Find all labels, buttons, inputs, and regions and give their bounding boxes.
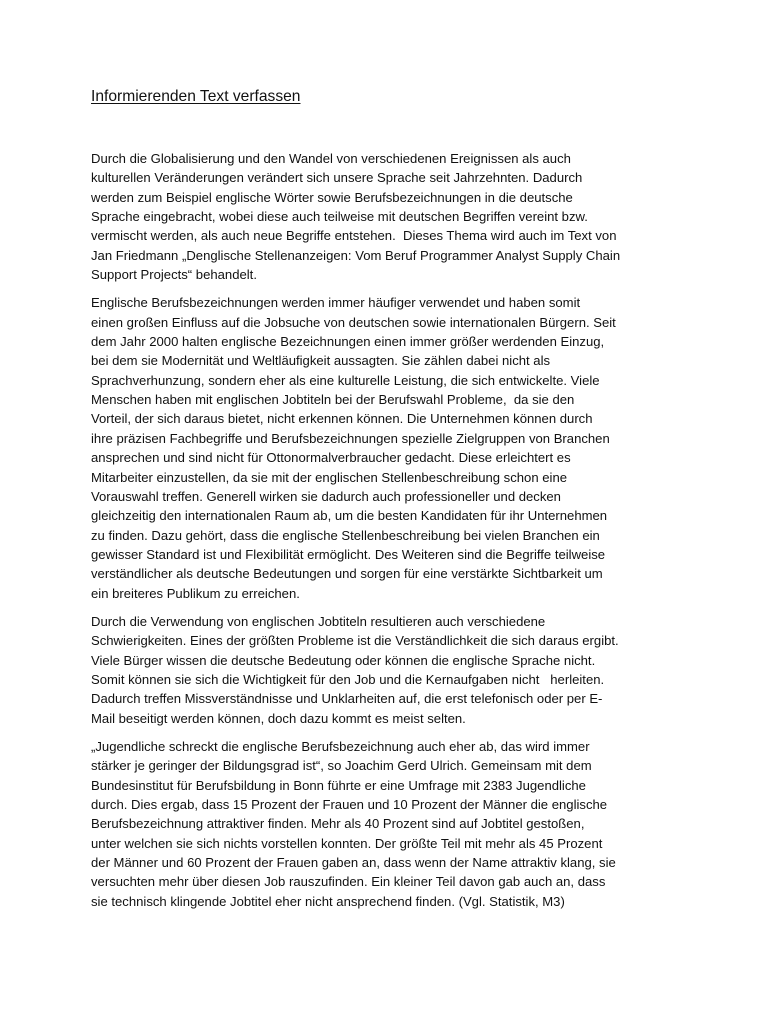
text-line: werden zum Beispiel englische Wörter sowie Berufsbezeichnungen in die deutsche	[91, 189, 573, 205]
text-line: ein breiteres Publikum zu erreichen.	[91, 585, 300, 601]
text-line: Somit können sie sich die Wichtigkeit für den Job und die Kernaufgaben nicht herleiten.	[91, 671, 605, 687]
text-line: Dadurch treffen Missverständnisse und Unklarheiten auf, die erst telefonisch oder per E-	[91, 691, 603, 707]
text-line: Sprachverhunzung, sondern eher als eine kulturelle Leistung, die sich entwickelte. Viele	[91, 372, 600, 388]
text-line: ihre präzisen Fachbegriffe und Berufsbezeichnungen spezielle Zielgruppen von Branchen	[91, 430, 610, 446]
text-line: Bundesinstitut für Berufsbildung in Bonn führte er eine Umfrage mit 2383 Jugendliche	[91, 777, 586, 793]
text-line: Support Projects“ behandelt.	[91, 267, 257, 283]
text-line: Jan Friedmann „Denglische Stellenanzeigen: Vom Beruf Programmer Analyst Supply Chain	[91, 247, 621, 263]
text-line: unter welchen sie sich nichts vorstellen konnten. Der größte Teil mit mehr als 45 Prozent	[91, 835, 603, 851]
text-line: ansprechen und sind nicht für Ottonormalverbraucher gedacht. Diese erleichtert es	[91, 450, 571, 466]
text-line: einen großen Einfluss auf die Jobsuche von deutschen sowie internationalen Bürgern. Seit	[91, 314, 616, 330]
paragraph-4	[91, 737, 663, 911]
document-title: Informierenden Text verfassen	[91, 88, 301, 105]
text-line: kulturellen Veränderungen verändert sich unsere Sprache seit Jahrzehnten. Dadurch	[91, 170, 583, 186]
paragraph-3	[91, 612, 663, 728]
text-line: Schwierigkeiten. Eines der größten Probleme ist die Verständlichkeit die sich daraus ergibt.	[91, 633, 619, 649]
document-page	[91, 86, 663, 920]
text-line: Viele Bürger wissen die deutsche Bedeutung oder können die englische Sprache nicht.	[91, 652, 596, 668]
paragraph-2	[91, 293, 663, 603]
text-line: Mail beseitigt werden können, doch dazu kommt es meist selten.	[91, 710, 466, 726]
text-line: stärker je geringer der Bildungsgrad ist“, so Joachim Gerd Ulrich. Gemeinsam mit dem	[91, 758, 592, 774]
text-line: der Männer und 60 Prozent der Frauen gaben an, dass wenn der Name attraktiv klang, sie	[91, 855, 616, 871]
text-line: vermischt werden, als auch neue Begriffe entstehen. Dieses Thema wird auch im Text von	[91, 228, 617, 244]
text-line: Mitarbeiter einzustellen, da sie mit der englischen Stellenbeschreibung schon eine	[91, 469, 568, 485]
text-line: Sprache eingebracht, wobei diese auch teilweise mit deutschen Begriffen vereint bzw.	[91, 209, 588, 225]
text-line: gewisser Standard ist und Flexibilität ermöglicht. Des Weiteren sind die Begriffe teilweise	[91, 546, 606, 562]
text-line: Vorteil, der sich daraus bietet, nicht erkennen können. Die Unternehmen können durch	[91, 411, 593, 427]
text-line: bei dem sie Modernität und Weltläufigkeit aussagten. Sie zählen dabei nicht als	[91, 353, 551, 369]
text-line: Berufsbezeichnung attraktiver finden. Mehr als 40 Prozent sind auf Jobtitel gestoßen,	[91, 816, 585, 832]
text-line: Menschen haben mit englischen Jobtiteln bei der Berufswahl Probleme, da sie den	[91, 392, 575, 408]
text-line: zu finden. Dazu gehört, dass die englische Stellenbeschreibung bei vielen Branchen ein	[91, 527, 600, 543]
text-line: Durch die Globalisierung und den Wandel von verschiedenen Ereignissen als auch	[91, 151, 571, 166]
text-line: sie technisch klingende Jobtitel eher nicht ansprechend finden. (Vgl. Statistik, M3)	[91, 893, 565, 909]
text-line: gleichzeitig den internationalen Raum ab, um die besten Kandidaten für ihr Unternehmen	[91, 508, 608, 524]
text-line: Vorauswahl treffen. Generell wirken sie dadurch auch professioneller und decken	[91, 488, 561, 504]
text-line: verständlicher als deutsche Bedeutungen und sorgen für eine verstärkte Sichtbarkeit um	[91, 566, 603, 582]
text-line: durch. Dies ergab, dass 15 Prozent der Frauen und 10 Prozent der Männer die englische	[91, 797, 608, 812]
text-line: „Jugendliche schreckt die englische Berufsbezeichnung auch eher ab, das wird immer	[91, 738, 590, 754]
paragraph-1	[91, 149, 663, 284]
text-line: Durch die Verwendung von englischen Jobtiteln resultieren auch verschiedene	[91, 613, 546, 629]
text-line: dem Jahr 2000 halten englische Bezeichnungen einen immer größer werdenden Einzug,	[91, 334, 605, 350]
text-line: Englische Berufsbezeichnungen werden immer häufiger verwendet und haben somit	[91, 295, 581, 311]
text-line: versuchten mehr über diesen Job rauszufinden. Ein kleiner Teil davon gab auch an, dass	[91, 874, 606, 890]
